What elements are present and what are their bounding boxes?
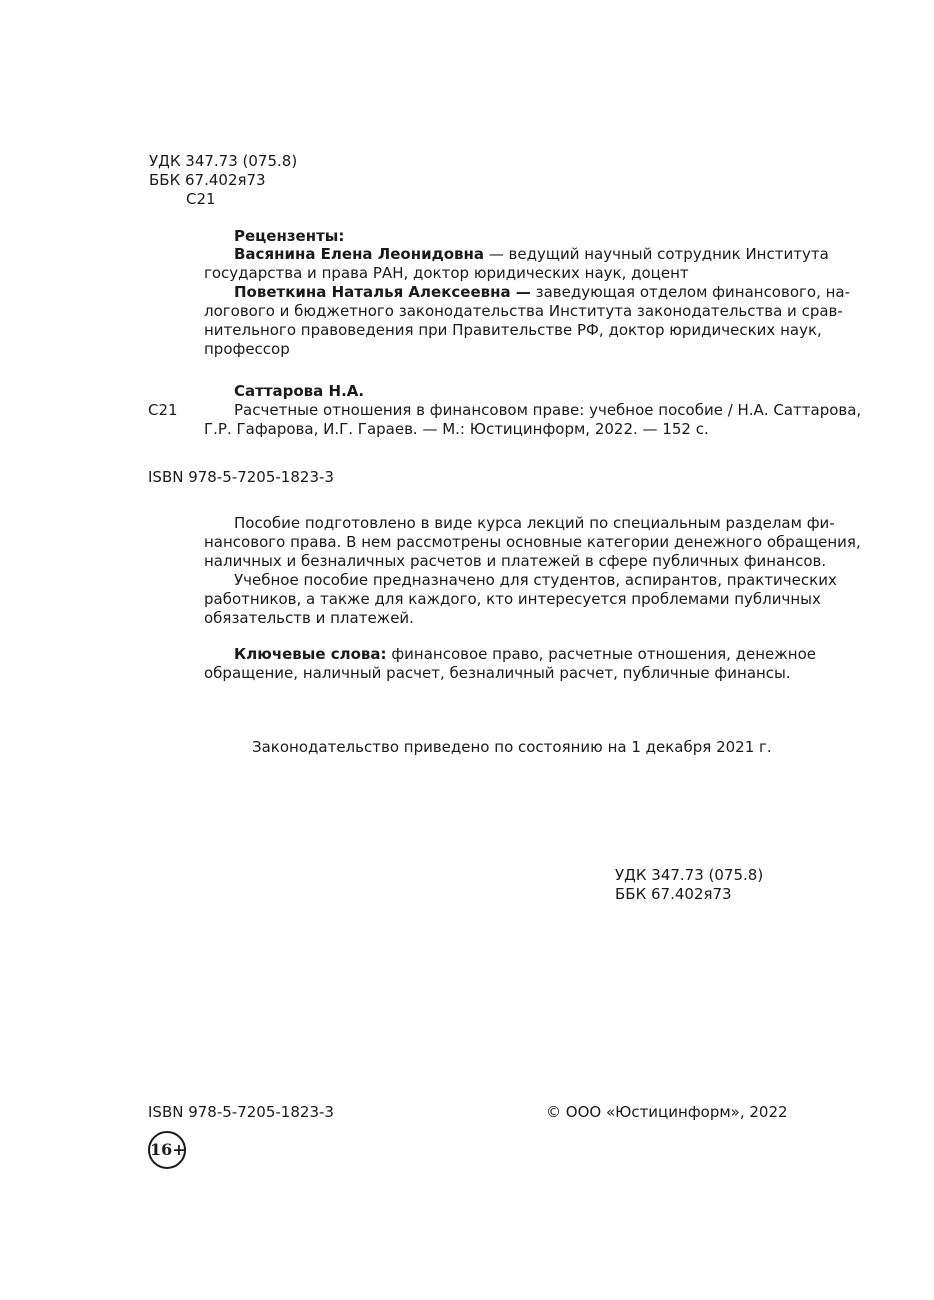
legislation-note: Законодательство приведено по состоянию на 1 декабря 2021 г. [252,738,772,756]
reviewer-2-name: Поветкина Наталья Алексеевна — [234,283,531,301]
bib-author: Саттарова Н.А. [234,382,365,400]
annotation-p2-line-1: Учебное пособие предназначено для студентов, аспирантов, практических [234,571,837,589]
udk-code: УДК 347.73 (075.8) [149,152,298,170]
bib-mark: С21 [148,401,178,419]
isbn-footer: ISBN 978-5-7205-1823-3 [148,1103,334,1121]
keywords-label: Ключевые слова: [234,645,387,663]
annotation-p1-line-2: нансового права. В нем рассмотрены основные категории денежного обращения, [204,533,861,551]
annotation-p1-line-3: наличных и безналичных расчетов и платежей в сфере публичных финансов. [204,552,827,570]
reviewers-heading: Рецензенты: [234,227,345,245]
annotation-p2-line-2: работников, а также для каждого, кто интересуется проблемами публичных [204,590,821,608]
udk-code-bottom: УДК 347.73 (075.8) [615,866,764,884]
author-mark: С21 [186,190,216,208]
bib-line-2: Г.Р. Гафарова, И.Г. Гараев. — М.: Юстицинформ, 2022. — 152 с. [204,420,709,438]
reviewer-2-line-4: профессор [204,340,290,358]
reviewer-2-line-1 [234,283,850,302]
annotation-p1-line-1: Пособие подготовлено в виде курса лекций по специальным разделам фи- [234,514,835,532]
isbn-top: ISBN 978-5-7205-1823-3 [148,468,334,486]
reviewer-1-title: — ведущий научный сотрудник Института [483,245,829,263]
bbk-code: ББК 67.402я73 [149,171,266,189]
keywords-line-1 [234,645,816,664]
keywords-list: финансовое право, расчетные отношения, денежное [386,645,816,663]
reviewer-2-title: заведующая отделом финансового, на- [530,283,851,301]
annotation-p2-line-3: обязательств и платежей. [204,609,414,627]
bib-line-1: Расчетные отношения в финансовом праве: учебное пособие / Н.А. Саттарова, [234,401,862,419]
reviewer-1-line-1 [234,245,829,264]
reviewer-1-line-2: государства и права РАН, доктор юридических наук, доцент [204,264,689,282]
bbk-code-bottom: ББК 67.402я73 [615,885,732,903]
copyright: © ООО «Юстицинформ», 2022 [546,1103,788,1121]
age-rating-badge: 16+ [148,1131,186,1169]
reviewer-2-line-2: логового и бюджетного законодательства Института законодательства и срав- [204,302,843,320]
reviewer-2-line-3: нительного правоведения при Правительстве РФ, доктор юридических наук, [204,321,822,339]
keywords-line-2: обращение, наличный расчет, безналичный расчет, публичные финансы. [204,664,791,682]
reviewer-1-name: Васянина Елена Леонидовна [234,245,484,263]
